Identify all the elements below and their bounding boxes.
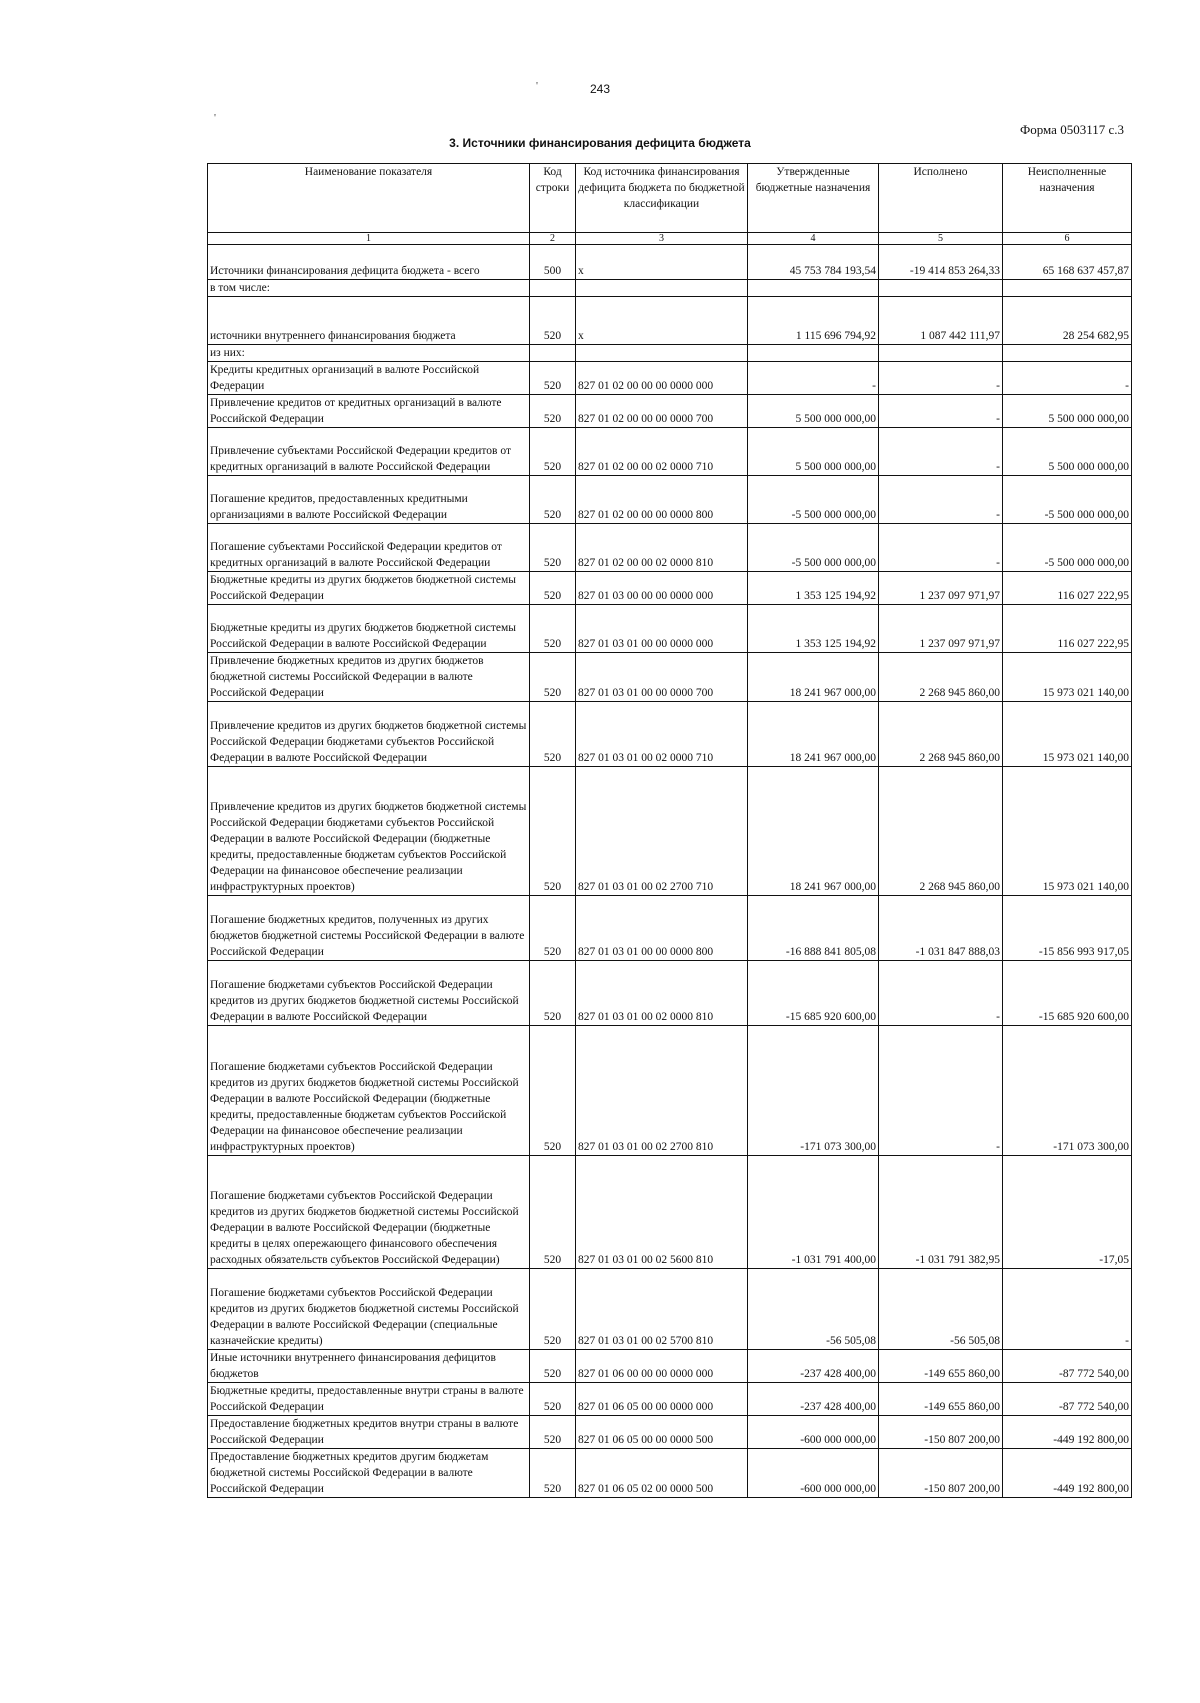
column-number: 5 xyxy=(879,233,1003,245)
page-number: 243 xyxy=(589,82,611,96)
row-name: Погашение бюджетами субъектов Российской Федерации кредитов из других бюджетов бюджетной системы Российской Федерации в валюте Российской Федерации (бюджетные кредиты в целях опережающего финансового обеспечения расходных обязательств субъектов Российской Федерации) xyxy=(208,1156,530,1269)
table-row xyxy=(208,1449,1132,1498)
table-row xyxy=(208,1156,1132,1269)
row-line-code: 520 xyxy=(530,572,576,605)
row-executed: 1 237 097 971,97 xyxy=(879,605,1003,653)
table-row xyxy=(208,428,1132,476)
row-source-code: 827 01 06 05 00 00 0000 000 xyxy=(576,1383,748,1416)
row-source-code: 827 01 06 05 02 00 0000 500 xyxy=(576,1449,748,1498)
row-name: Бюджетные кредиты из других бюджетов бюджетной системы Российской Федерации xyxy=(208,572,530,605)
row-approved xyxy=(748,345,879,362)
row-approved: -237 428 400,00 xyxy=(748,1383,879,1416)
header-line-code: Код строки xyxy=(530,164,576,233)
row-executed: - xyxy=(879,362,1003,395)
row-approved: 18 241 967 000,00 xyxy=(748,653,879,702)
row-unexecuted: -449 192 800,00 xyxy=(1003,1449,1132,1498)
row-unexecuted: -15 856 993 917,05 xyxy=(1003,896,1132,961)
header-indicator-name: Наименование показателя xyxy=(208,164,530,233)
row-approved: -5 500 000 000,00 xyxy=(748,524,879,572)
row-line-code: 520 xyxy=(530,702,576,767)
row-source-code: 827 01 02 00 00 00 0000 000 xyxy=(576,362,748,395)
row-source-code: 827 01 03 01 00 02 2700 810 xyxy=(576,1026,748,1156)
row-executed: -1 031 791 382,95 xyxy=(879,1156,1003,1269)
row-name: Погашение бюджетами субъектов Российской Федерации кредитов из других бюджетов бюджетной системы Российской Федерации в валюте Российской Федерации xyxy=(208,961,530,1026)
row-unexecuted: -15 685 920 600,00 xyxy=(1003,961,1132,1026)
row-executed: 2 268 945 860,00 xyxy=(879,767,1003,896)
row-line-code: 520 xyxy=(530,1350,576,1383)
table-row xyxy=(208,1416,1132,1449)
row-unexecuted: 116 027 222,95 xyxy=(1003,605,1132,653)
row-line-code: 520 xyxy=(530,1449,576,1498)
table-row xyxy=(208,961,1132,1026)
table-row xyxy=(208,605,1132,653)
row-unexecuted: 5 500 000 000,00 xyxy=(1003,428,1132,476)
row-line-code: 520 xyxy=(530,1383,576,1416)
row-line-code: 520 xyxy=(530,961,576,1026)
table-row xyxy=(208,1383,1132,1416)
row-executed: 1 237 097 971,97 xyxy=(879,572,1003,605)
row-executed: -19 414 853 264,33 xyxy=(879,245,1003,280)
row-unexecuted: -5 500 000 000,00 xyxy=(1003,524,1132,572)
row-approved: -1 031 791 400,00 xyxy=(748,1156,879,1269)
row-approved: -237 428 400,00 xyxy=(748,1350,879,1383)
row-name: Предоставление бюджетных кредитов внутри страны в валюте Российской Федерации xyxy=(208,1416,530,1449)
row-approved: 1 115 696 794,92 xyxy=(748,297,879,345)
row-unexecuted xyxy=(1003,345,1132,362)
row-approved: -600 000 000,00 xyxy=(748,1449,879,1498)
row-executed: - xyxy=(879,1026,1003,1156)
row-source-code: 827 01 03 01 00 02 0000 710 xyxy=(576,702,748,767)
row-name: Погашение кредитов, предоставленных кредитными организациями в валюте Российской Федерации xyxy=(208,476,530,524)
row-approved: - xyxy=(748,362,879,395)
table-row xyxy=(208,395,1132,428)
row-approved: 18 241 967 000,00 xyxy=(748,702,879,767)
scan-artifact: ' xyxy=(214,112,216,124)
row-source-code: 827 01 03 01 00 02 2700 710 xyxy=(576,767,748,896)
row-unexecuted: -87 772 540,00 xyxy=(1003,1350,1132,1383)
row-line-code: 520 xyxy=(530,362,576,395)
row-unexecuted: -171 073 300,00 xyxy=(1003,1026,1132,1156)
row-executed: - xyxy=(879,524,1003,572)
row-approved: 5 500 000 000,00 xyxy=(748,428,879,476)
row-name: Погашение бюджетами субъектов Российской Федерации кредитов из других бюджетов бюджетной системы Российской Федерации в валюте Российской Федерации (бюджетные кредиты, предоставленные бюджетам субъектов Российской Федерации на финансовое обеспечение реализации инфраструктурных проектов) xyxy=(208,1026,530,1156)
row-line-code: 520 xyxy=(530,428,576,476)
table-row xyxy=(208,767,1132,896)
row-name: Привлечение кредитов из других бюджетов бюджетной системы Российской Федерации бюджетами субъектов Российской Федерации в валюте Российской Федерации xyxy=(208,702,530,767)
row-name: Погашение субъектами Российской Федерации кредитов от кредитных организаций в валюте Российской Федерации xyxy=(208,524,530,572)
row-name: Погашение бюджетами субъектов Российской Федерации кредитов из других бюджетов бюджетной системы Российской Федерации в валюте Российской Федерации (специальные казначейские кредиты) xyxy=(208,1269,530,1350)
row-executed: - xyxy=(879,428,1003,476)
row-source-code: 827 01 03 00 00 00 0000 000 xyxy=(576,572,748,605)
row-line-code: 520 xyxy=(530,1416,576,1449)
column-number: 2 xyxy=(530,233,576,245)
row-line-code: 520 xyxy=(530,476,576,524)
row-executed: 2 268 945 860,00 xyxy=(879,653,1003,702)
row-approved: -15 685 920 600,00 xyxy=(748,961,879,1026)
row-unexecuted xyxy=(1003,280,1132,297)
row-source-code: 827 01 02 00 00 02 0000 710 xyxy=(576,428,748,476)
row-line-code: 520 xyxy=(530,896,576,961)
row-name: Привлечение кредитов из других бюджетов бюджетной системы Российской Федерации бюджетами субъектов Российской Федерации в валюте Российской Федерации (бюджетные кредиты, предоставленные бюджетам субъектов Российской Федерации на финансовое обеспечение реализации инфраструктурных проектов) xyxy=(208,767,530,896)
row-name: Предоставление бюджетных кредитов другим бюджетам бюджетной системы Российской Федерации в валюте Российской Федерации xyxy=(208,1449,530,1498)
row-name: Бюджетные кредиты, предоставленные внутри страны в валюте Российской Федерации xyxy=(208,1383,530,1416)
row-approved: -5 500 000 000,00 xyxy=(748,476,879,524)
row-approved: 1 353 125 194,92 xyxy=(748,605,879,653)
table-row xyxy=(208,362,1132,395)
section-title: 3. Источники финансирования дефицита бюджета xyxy=(449,136,751,150)
table-row xyxy=(208,1269,1132,1350)
header-approved: Утвержденные бюджетные назначения xyxy=(748,164,879,233)
table-row xyxy=(208,280,1132,297)
row-line-code: 520 xyxy=(530,653,576,702)
table-row xyxy=(208,653,1132,702)
row-source-code: 827 01 02 00 00 02 0000 810 xyxy=(576,524,748,572)
row-name: в том числе: xyxy=(208,280,530,297)
row-line-code xyxy=(530,280,576,297)
row-source-code: 827 01 02 00 00 00 0000 700 xyxy=(576,395,748,428)
row-executed: - xyxy=(879,476,1003,524)
row-approved xyxy=(748,280,879,297)
header-source-code: Код источника финансирования дефицита бюджета по бюджетной классификации xyxy=(576,164,748,233)
column-number: 1 xyxy=(208,233,530,245)
row-executed: 1 087 442 111,97 xyxy=(879,297,1003,345)
row-line-code: 520 xyxy=(530,395,576,428)
row-name: Источники финансирования дефицита бюджета - всего xyxy=(208,245,530,280)
row-approved: 45 753 784 193,54 xyxy=(748,245,879,280)
row-source-code: 827 01 02 00 00 00 0000 800 xyxy=(576,476,748,524)
row-source-code xyxy=(576,280,748,297)
row-source-code: 827 01 03 01 00 00 0000 800 xyxy=(576,896,748,961)
row-source-code: х xyxy=(576,245,748,280)
row-line-code xyxy=(530,345,576,362)
table-row xyxy=(208,702,1132,767)
row-unexecuted: 5 500 000 000,00 xyxy=(1003,395,1132,428)
row-source-code xyxy=(576,345,748,362)
row-unexecuted: 28 254 682,95 xyxy=(1003,297,1132,345)
column-number-row xyxy=(208,233,1132,245)
row-line-code: 500 xyxy=(530,245,576,280)
column-number: 4 xyxy=(748,233,879,245)
scan-artifact: ' xyxy=(536,80,538,92)
row-approved: -171 073 300,00 xyxy=(748,1026,879,1156)
row-unexecuted: 116 027 222,95 xyxy=(1003,572,1132,605)
row-source-code: 827 01 03 01 00 02 0000 810 xyxy=(576,961,748,1026)
table-row xyxy=(208,297,1132,345)
header-unexecuted: Неисполненные назначения xyxy=(1003,164,1132,233)
table-row xyxy=(208,1026,1132,1156)
row-source-code: 827 01 03 01 00 02 5600 810 xyxy=(576,1156,748,1269)
table-row xyxy=(208,572,1132,605)
row-source-code: 827 01 03 01 00 00 0000 000 xyxy=(576,605,748,653)
row-name: из них: xyxy=(208,345,530,362)
row-unexecuted: - xyxy=(1003,362,1132,395)
row-unexecuted: - xyxy=(1003,1269,1132,1350)
column-number: 6 xyxy=(1003,233,1132,245)
row-executed: -149 655 860,00 xyxy=(879,1383,1003,1416)
row-unexecuted: 65 168 637 457,87 xyxy=(1003,245,1132,280)
row-line-code: 520 xyxy=(530,1026,576,1156)
row-name: Привлечение бюджетных кредитов из других бюджетов бюджетной системы Российской Федерации в валюте Российской Федерации xyxy=(208,653,530,702)
row-unexecuted: -17,05 xyxy=(1003,1156,1132,1269)
row-source-code: 827 01 06 05 00 00 0000 500 xyxy=(576,1416,748,1449)
row-source-code: 827 01 03 01 00 02 5700 810 xyxy=(576,1269,748,1350)
table-header-row xyxy=(208,164,1132,233)
row-unexecuted: 15 973 021 140,00 xyxy=(1003,767,1132,896)
row-line-code: 520 xyxy=(530,767,576,896)
row-executed: -1 031 847 888,03 xyxy=(879,896,1003,961)
row-line-code: 520 xyxy=(530,1156,576,1269)
row-executed xyxy=(879,280,1003,297)
row-line-code: 520 xyxy=(530,524,576,572)
row-name: Кредиты кредитных организаций в валюте Российской Федерации xyxy=(208,362,530,395)
row-source-code: х xyxy=(576,297,748,345)
row-line-code: 520 xyxy=(530,1269,576,1350)
table-row xyxy=(208,1350,1132,1383)
row-name: Привлечение кредитов от кредитных организаций в валюте Российской Федерации xyxy=(208,395,530,428)
row-approved: 18 241 967 000,00 xyxy=(748,767,879,896)
row-unexecuted: -5 500 000 000,00 xyxy=(1003,476,1132,524)
form-label: Форма 0503117 с.3 xyxy=(1019,122,1124,137)
row-unexecuted: -87 772 540,00 xyxy=(1003,1383,1132,1416)
row-name: Привлечение субъектами Российской Федерации кредитов от кредитных организаций в валюте Российской Федерации xyxy=(208,428,530,476)
row-line-code: 520 xyxy=(530,297,576,345)
table-row xyxy=(208,345,1132,362)
row-executed: -149 655 860,00 xyxy=(879,1350,1003,1383)
row-source-code: 827 01 06 00 00 00 0000 000 xyxy=(576,1350,748,1383)
row-executed xyxy=(879,345,1003,362)
header-executed: Исполнено xyxy=(879,164,1003,233)
row-unexecuted: 15 973 021 140,00 xyxy=(1003,702,1132,767)
row-approved: -16 888 841 805,08 xyxy=(748,896,879,961)
row-name: Бюджетные кредиты из других бюджетов бюджетной системы Российской Федерации в валюте Российской Федерации xyxy=(208,605,530,653)
row-approved: -56 505,08 xyxy=(748,1269,879,1350)
table-row xyxy=(208,896,1132,961)
row-executed: - xyxy=(879,395,1003,428)
table-row xyxy=(208,245,1132,280)
table-row xyxy=(208,524,1132,572)
row-approved: 1 353 125 194,92 xyxy=(748,572,879,605)
row-unexecuted: 15 973 021 140,00 xyxy=(1003,653,1132,702)
row-executed: -56 505,08 xyxy=(879,1269,1003,1350)
row-approved: 5 500 000 000,00 xyxy=(748,395,879,428)
row-name: Погашение бюджетных кредитов, полученных из других бюджетов бюджетной системы Российской Федерации в валюте Российской Федерации xyxy=(208,896,530,961)
column-number: 3 xyxy=(576,233,748,245)
row-source-code: 827 01 03 01 00 00 0000 700 xyxy=(576,653,748,702)
table-row xyxy=(208,476,1132,524)
row-line-code: 520 xyxy=(530,605,576,653)
row-executed: 2 268 945 860,00 xyxy=(879,702,1003,767)
row-name: источники внутреннего финансирования бюджета xyxy=(208,297,530,345)
row-executed: - xyxy=(879,961,1003,1026)
row-executed: -150 807 200,00 xyxy=(879,1416,1003,1449)
row-approved: -600 000 000,00 xyxy=(748,1416,879,1449)
row-executed: -150 807 200,00 xyxy=(879,1449,1003,1498)
financing-sources-table xyxy=(207,163,1132,1498)
row-name: Иные источники внутреннего финансирования дефицитов бюджетов xyxy=(208,1350,530,1383)
row-unexecuted: -449 192 800,00 xyxy=(1003,1416,1132,1449)
